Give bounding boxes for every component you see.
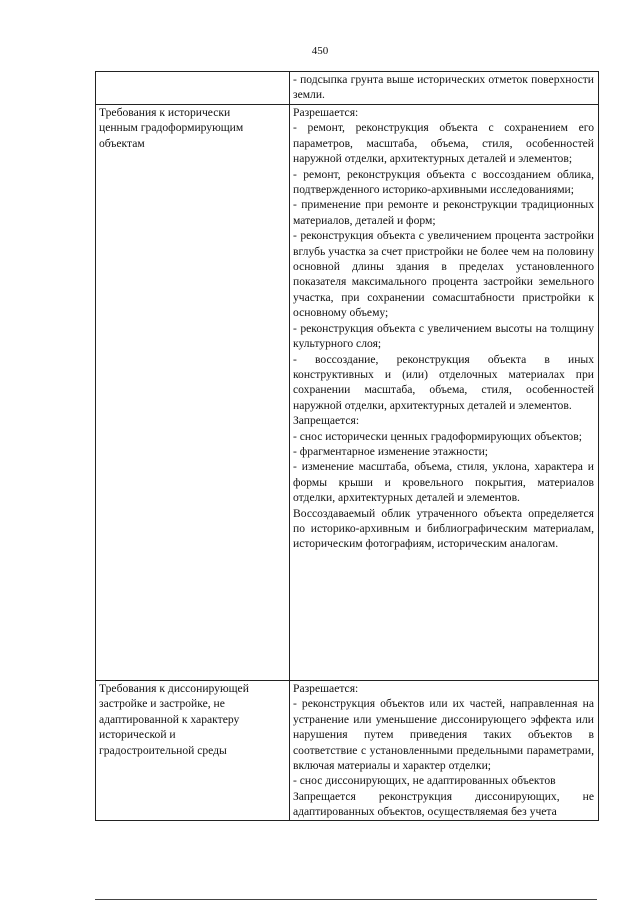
content-paragraph: - ремонт, реконструкция объекта с сохранением его параметров, масштаба, объема, стиля, особенностей наружной отделки, архитектурных деталей и элементов; (293, 121, 594, 166)
page-number: 450 (311, 45, 329, 57)
content-paragraph: - снос диссонирующих, не адаптированных объектов (293, 774, 556, 788)
requirement-cell (96, 72, 290, 105)
requirement-line: адаптированной к характеру (99, 712, 240, 726)
content-paragraph: - реконструкция объекта с увеличением высоты на толщину культурного слоя; (293, 321, 594, 351)
content-paragraph: Разрешается: (293, 682, 359, 695)
requirement-line: застройке и застройке, не (99, 697, 225, 711)
content-paragraph: - изменение масштаба, объема, стиля, уклона, характера и формы крыши и кровельного покрытия, материалов отделки, архитектурных деталей и элементов. (293, 460, 594, 505)
requirement-line: исторической и (99, 728, 176, 742)
content-paragraph: Воссоздаваемый облик утраченного объекта определяется по историко-архивным и библиографическим материалам, историческим фотографиям, историческим аналогам. (293, 506, 594, 551)
requirement-line: объектам (99, 136, 145, 150)
content-paragraph: - реконструкция объектов или их частей, направленная на устранение или уменьшение диссонирующего эффекта или нарушения путем приведения таких объектов в соответствие с установленными предельными параметрами, включая материалы и характер отделки; (293, 697, 594, 773)
content-cell (290, 105, 599, 681)
requirement-line: Требования к исторически (99, 106, 231, 119)
content-cell (290, 681, 599, 821)
table-row (96, 72, 599, 105)
content-paragraph: - снос исторически ценных градоформирующих объектов; (293, 429, 582, 443)
requirement-line: Требования к диссонирующей (99, 682, 249, 695)
requirements-table (95, 71, 599, 821)
requirement-cell (96, 105, 290, 681)
content-paragraph: - реконструкция объекта с увеличением процента застройки вглубь участка за счет пристройки не более чем на половину основной длины здания в пределах установленного показателя максимального процента застройки земельного участка, при сохранении сомасштабности пристройки к основному объему; (293, 229, 594, 320)
content-paragraph: Запрещается: (293, 414, 360, 428)
content-paragraph: - ремонт, реконструкция объекта с воссозданием облика, подтвержденного историко-архивными исследованиями; (293, 167, 594, 197)
content-paragraph: - применение при ремонте и реконструкции традиционных материалов, деталей и форм; (293, 198, 594, 227)
content-paragraph: - фрагментарное изменение этажности; (293, 444, 489, 458)
table-row (96, 681, 599, 821)
table-row (96, 105, 599, 681)
content-cell (290, 72, 599, 105)
requirement-line: ценным градоформирующим (99, 121, 244, 135)
requirement-line: градостроительной среды (99, 743, 227, 757)
content-paragraph: Разрешается: (293, 106, 359, 119)
content-paragraph: - подсыпка грунта выше исторических отметок поверхности земли. (293, 73, 594, 102)
page-bottom-border (95, 899, 597, 900)
content-paragraph: - воссоздание, реконструкция объекта в иных конструктивных и (или) отделочных материалах при сохранении масштаба, объема, стиля, особенностей наружной отделки, архитектурных деталей и элементов. (293, 352, 594, 412)
content-paragraph: Запрещается реконструкция диссонирующих, не адаптированных объектов, осуществляемая без учета (293, 789, 594, 819)
requirement-cell (96, 681, 290, 821)
